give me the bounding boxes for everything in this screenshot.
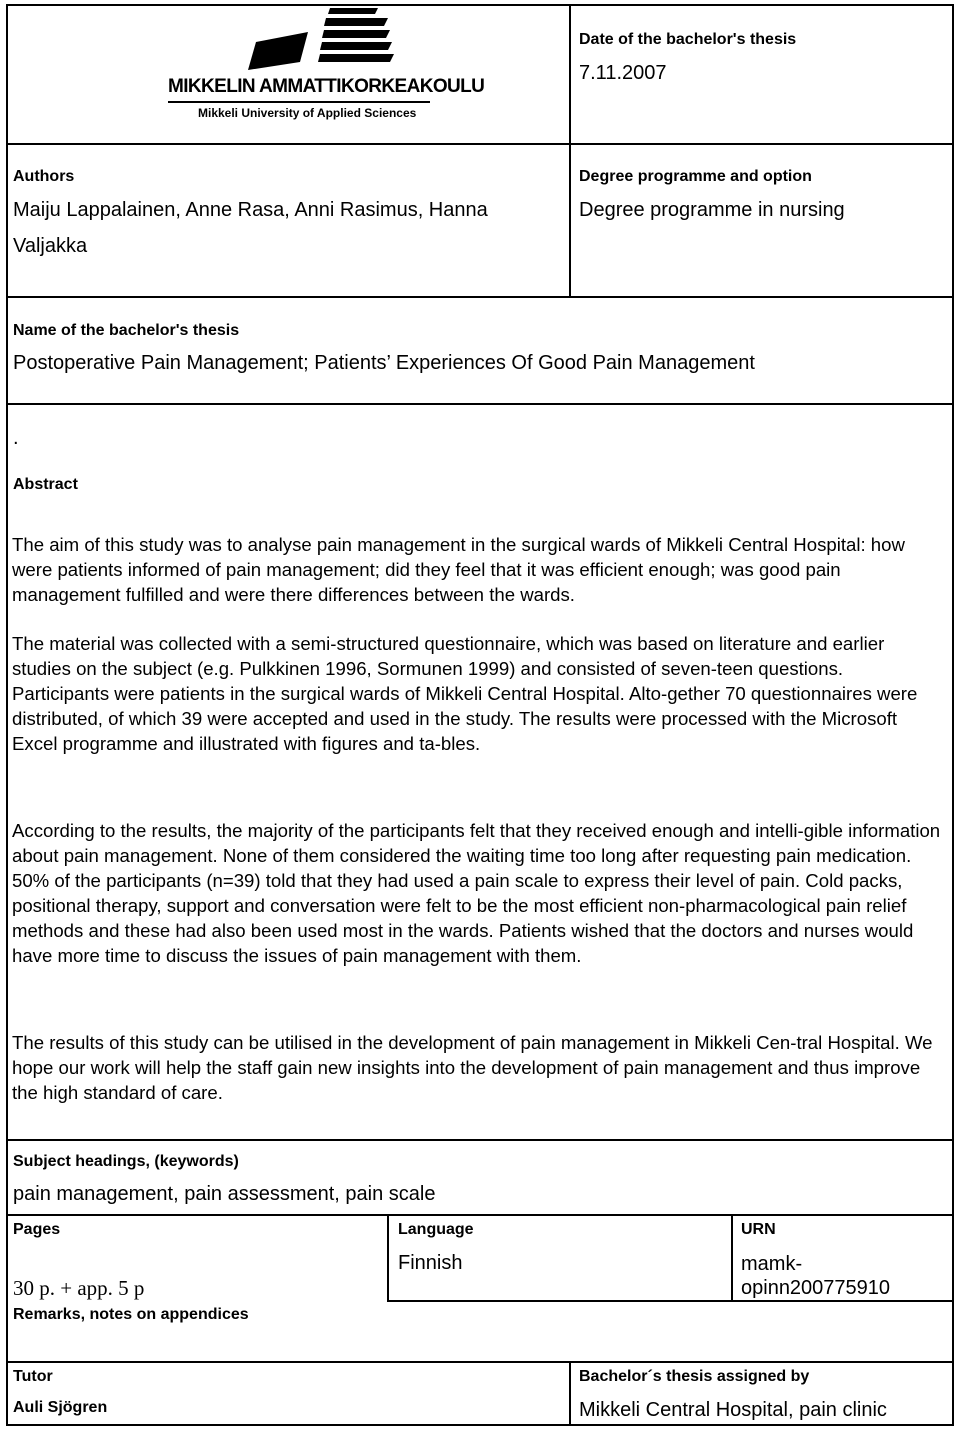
tutor-label: Tutor xyxy=(13,1368,53,1385)
abstract-paragraph: The aim of this study was to analyse pain management in the surgical wards of Mikkeli Central Hospital: how were patients informed of pain management; did they feel that it was efficient enough; was good pain management fulfilled and were there differences between the wards. xyxy=(12,534,905,605)
degree-label: Degree programme and option xyxy=(579,168,812,185)
abstract-paragraph: According to the results, the majority of the participants felt that they received enough and intelli-gible information about pain management. None of them considered the waiting time too long after requesting pain medication. 50% of the participants (n=39) told that they had used a pain scale to express their level of pain. Cold packs, positional therapy, support and conversation were felt to be the most efficient non-pharmacological pain relief methods and these had also been used most in the wards. Patients wished that the doctors and nurses would have more time to discuss the issues of pain management with them. xyxy=(12,820,941,966)
divider xyxy=(6,143,954,145)
authors-label: Authors xyxy=(13,168,75,185)
thesis-name-value: Postoperative Pain Management; Patients’ Experiences Of Good Pain Management xyxy=(13,352,755,374)
assigned-value: Mikkeli Central Hospital, pain clinic xyxy=(579,1399,887,1421)
keywords-label: Subject headings, (keywords) xyxy=(13,1153,239,1170)
date-label: Date of the bachelor's thesis xyxy=(579,31,797,48)
degree-value: Degree programme in nursing xyxy=(579,199,845,221)
logo-emblem-icon xyxy=(238,8,398,74)
authors-value: Maiju Lappalainen, Anne Rasa, Anni Rasimus, Hanna Valjakka xyxy=(13,199,488,257)
divider xyxy=(569,4,571,298)
divider xyxy=(6,1139,954,1141)
abstract-paragraph: The material was collected with a semi-structured questionnaire, which was based on literature and earlier studies on the subject (e.g. Pulkkinen 1996, Sormunen 1999) and consisted of seven-teen questions. Participants were patients in the surgical wards of Mikkeli Central Hospital. Alto-gether 70 questionnaires were distributed, of which 39 were accepted and used in the study. The results were processed with the Microsoft Excel programme and illustrated with figures and ta-bles. xyxy=(12,633,918,754)
keywords-value: pain management, pain assessment, pain scale xyxy=(13,1183,436,1205)
thesis-name-label: Name of the bachelor's thesis xyxy=(13,322,240,339)
divider xyxy=(6,296,954,298)
date-value: 7.11.2007 xyxy=(579,62,667,84)
abstract-label: Abstract xyxy=(13,476,78,493)
logo-subtitle: Mikkeli University of Applied Sciences xyxy=(198,106,417,120)
assigned-label: Bachelor´s thesis assigned by xyxy=(579,1368,810,1385)
pages-label: Pages xyxy=(13,1221,61,1238)
logo-rule xyxy=(168,101,430,103)
divider xyxy=(731,1214,733,1302)
abstract-paragraph: The results of this study can be utilised in the development of pain management in Mikkeli Cen-tral Hospital. We hope our work will help the staff gain new insights into the development of pain management and thus improve the high standard of care. xyxy=(12,1032,933,1103)
university-logo xyxy=(168,8,485,120)
divider xyxy=(6,403,954,405)
divider xyxy=(387,1300,954,1302)
logo-wordmark: MIKKELIN AMMATTIKORKEAKOULU xyxy=(168,76,485,97)
divider xyxy=(569,1361,571,1426)
urn-label: URN xyxy=(741,1221,776,1238)
divider xyxy=(6,1214,954,1216)
remarks-label: Remarks, notes on appendices xyxy=(13,1306,249,1323)
divider xyxy=(6,1361,954,1363)
pages-value: 30 p. + app. 5 p xyxy=(13,1276,145,1300)
abstract-dot: . xyxy=(13,427,19,449)
language-label: Language xyxy=(398,1221,474,1238)
urn-value: mamk-opinn200775910 xyxy=(741,1253,891,1299)
tutor-value: Auli Sjögren xyxy=(13,1399,108,1416)
language-value: Finnish xyxy=(398,1252,463,1274)
divider xyxy=(387,1214,389,1302)
